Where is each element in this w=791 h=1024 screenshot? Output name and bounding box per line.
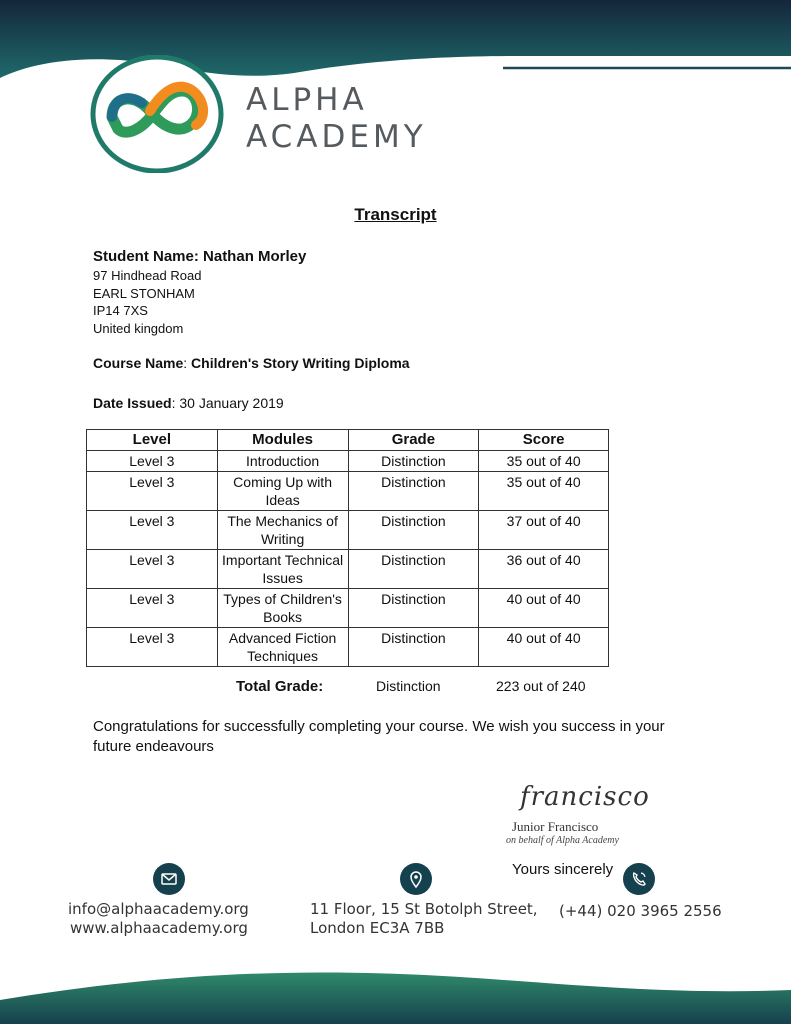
module-cell: Coming Up with Ideas	[217, 472, 348, 511]
level-cell: Level 3	[87, 472, 218, 511]
footer-address-line2: London EC3A 7BB	[310, 919, 445, 937]
address-line: United kingdom	[93, 320, 184, 336]
course-label: Course Name	[93, 355, 184, 371]
table-row	[87, 550, 609, 589]
congratulations-message: Congratulations for successfully completing your course. We wish you success in your future endeavours	[93, 718, 665, 755]
level-cell: Level 3	[87, 511, 218, 550]
table-row	[87, 451, 609, 472]
table-row	[87, 628, 609, 667]
total-grade: Distinction	[376, 678, 441, 694]
signer-name: Junior Francisco	[512, 819, 599, 834]
module-cell: The Mechanics of Writing	[217, 511, 348, 550]
score-cell: 40 out of 40	[479, 589, 609, 628]
score-cell: 36 out of 40	[479, 550, 609, 589]
score-cell: 35 out of 40	[479, 472, 609, 511]
grade-cell: Distinction	[348, 628, 479, 667]
address-line: EARL STONHAM	[93, 285, 195, 301]
logo-mark-icon	[90, 55, 224, 173]
column-header: Score	[479, 430, 609, 451]
grade-cell: Distinction	[348, 472, 479, 511]
level-cell: Level 3	[87, 589, 218, 628]
date-label: Date Issued	[93, 395, 172, 411]
module-cell: Advanced Fiction Techniques	[217, 628, 348, 667]
grade-cell: Distinction	[348, 550, 479, 589]
envelope-icon	[153, 863, 185, 895]
footer-address-line1: 11 Floor, 15 St Botolph Street,	[310, 900, 538, 918]
logo	[90, 55, 224, 173]
total-score: 223 out of 240	[496, 678, 586, 694]
footer-email[interactable]: info@alphaacademy.org	[68, 900, 249, 918]
score-cell: 37 out of 40	[479, 511, 609, 550]
column-header: Grade	[348, 430, 479, 451]
student-address	[93, 267, 201, 337]
grade-cell: Distinction	[348, 589, 479, 628]
address-line: 97 Hindhead Road	[93, 268, 202, 283]
score-cell: 40 out of 40	[479, 628, 609, 667]
level-cell: Level 3	[87, 451, 218, 472]
student-name-label: Student Name:	[93, 248, 204, 265]
student-name-row	[93, 248, 306, 265]
phone-icon	[623, 863, 655, 895]
signer-on-behalf: on behalf of Alpha Academy	[506, 835, 619, 846]
module-cell: Important Technical Issues	[217, 550, 348, 589]
address-line: IP14 7XS	[93, 303, 148, 318]
table-row	[87, 589, 609, 628]
level-cell: Level 3	[87, 628, 218, 667]
footer-phone[interactable]: (+44) 020 3965 2556	[559, 902, 722, 920]
transcript-table	[86, 429, 609, 667]
closing-text: Yours sincerely	[512, 861, 614, 878]
level-cell: Level 3	[87, 550, 218, 589]
module-cell: Introduction	[217, 451, 348, 472]
course-row: Course Name: Children's Story Writing Diploma	[93, 355, 410, 371]
course-name: Children's Story Writing Diploma	[191, 355, 410, 371]
date-value: 30 January 2019	[179, 395, 284, 411]
date-row: Date Issued: 30 January 2019	[93, 395, 284, 411]
page-title: Transcript	[354, 205, 437, 224]
brand-name-line2: ACADEMY	[246, 119, 427, 155]
column-header: Level	[87, 430, 218, 451]
total-label: Total Grade:	[236, 678, 324, 695]
table-row	[87, 472, 609, 511]
grade-cell: Distinction	[348, 451, 479, 472]
footer-website[interactable]: www.alphaacademy.org	[70, 919, 248, 937]
module-cell: Types of Children's Books	[217, 589, 348, 628]
table-header-row	[87, 430, 609, 451]
signature-image: francisco	[520, 782, 650, 812]
footer-wave	[0, 960, 791, 1024]
column-header: Modules	[217, 430, 348, 451]
table-row	[87, 511, 609, 550]
student-name: Nathan Morley	[203, 248, 307, 265]
location-pin-icon	[400, 863, 432, 895]
score-cell: 35 out of 40	[479, 451, 609, 472]
brand-name-line1: ALPHA	[246, 82, 368, 118]
grade-cell: Distinction	[348, 511, 479, 550]
